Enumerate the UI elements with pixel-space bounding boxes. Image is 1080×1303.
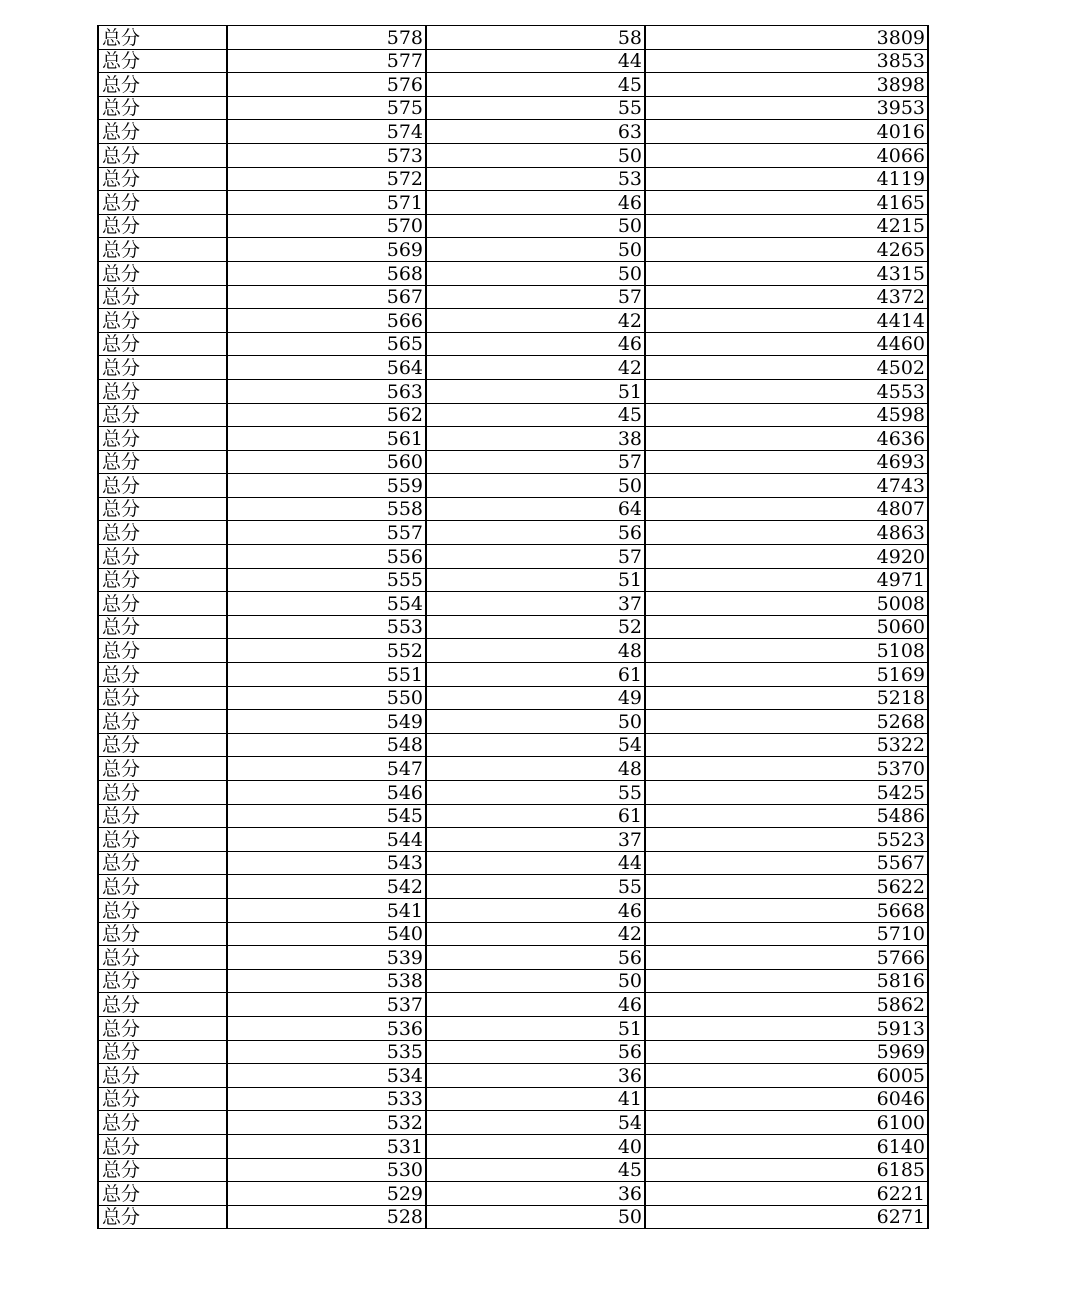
cumulative-count-cell: 4971 bbox=[645, 568, 928, 592]
score-cell: 573 bbox=[227, 143, 426, 167]
score-cell: 555 bbox=[227, 568, 426, 592]
count-cell: 50 bbox=[426, 474, 645, 498]
count-cell: 41 bbox=[426, 1087, 645, 1111]
table-row bbox=[98, 96, 928, 120]
table-row bbox=[98, 1182, 928, 1206]
count-cell: 50 bbox=[426, 238, 645, 262]
cumulative-count-cell: 3853 bbox=[645, 49, 928, 73]
score-cell: 568 bbox=[227, 261, 426, 285]
cumulative-count-cell: 5486 bbox=[645, 804, 928, 828]
table-row bbox=[98, 427, 928, 451]
label-cell: 总分 bbox=[98, 26, 227, 50]
cumulative-count-cell: 4502 bbox=[645, 356, 928, 380]
label-cell: 总分 bbox=[98, 781, 227, 805]
label-cell: 总分 bbox=[98, 309, 227, 333]
table-row bbox=[98, 497, 928, 521]
count-cell: 46 bbox=[426, 332, 645, 356]
cumulative-count-cell: 5766 bbox=[645, 946, 928, 970]
cumulative-count-cell: 5913 bbox=[645, 1016, 928, 1040]
count-cell: 46 bbox=[426, 898, 645, 922]
label-cell: 总分 bbox=[98, 993, 227, 1017]
count-cell: 48 bbox=[426, 639, 645, 663]
label-cell: 总分 bbox=[98, 474, 227, 498]
table-row bbox=[98, 592, 928, 616]
score-cell: 566 bbox=[227, 309, 426, 333]
cumulative-count-cell: 4693 bbox=[645, 450, 928, 474]
table-row bbox=[98, 261, 928, 285]
cumulative-count-cell: 4215 bbox=[645, 214, 928, 238]
count-cell: 45 bbox=[426, 73, 645, 97]
score-cell: 571 bbox=[227, 191, 426, 215]
table-row bbox=[98, 615, 928, 639]
cumulative-count-cell: 4119 bbox=[645, 167, 928, 191]
count-cell: 55 bbox=[426, 781, 645, 805]
count-cell: 44 bbox=[426, 49, 645, 73]
label-cell: 总分 bbox=[98, 592, 227, 616]
count-cell: 50 bbox=[426, 143, 645, 167]
cumulative-count-cell: 4372 bbox=[645, 285, 928, 309]
count-cell: 45 bbox=[426, 403, 645, 427]
count-cell: 54 bbox=[426, 1111, 645, 1135]
score-cell: 565 bbox=[227, 332, 426, 356]
score-cell: 557 bbox=[227, 521, 426, 545]
count-cell: 58 bbox=[426, 26, 645, 50]
label-cell: 总分 bbox=[98, 356, 227, 380]
cumulative-count-cell: 5816 bbox=[645, 969, 928, 993]
table-row bbox=[98, 167, 928, 191]
count-cell: 37 bbox=[426, 592, 645, 616]
score-cell: 551 bbox=[227, 663, 426, 687]
cumulative-count-cell: 5008 bbox=[645, 592, 928, 616]
label-cell: 总分 bbox=[98, 545, 227, 569]
score-cell: 537 bbox=[227, 993, 426, 1017]
count-cell: 42 bbox=[426, 309, 645, 333]
table-row bbox=[98, 804, 928, 828]
table-row bbox=[98, 757, 928, 781]
label-cell: 总分 bbox=[98, 663, 227, 687]
score-cell: 567 bbox=[227, 285, 426, 309]
score-cell: 553 bbox=[227, 615, 426, 639]
cumulative-count-cell: 4863 bbox=[645, 521, 928, 545]
count-cell: 61 bbox=[426, 663, 645, 687]
score-cell: 532 bbox=[227, 1111, 426, 1135]
label-cell: 总分 bbox=[98, 969, 227, 993]
cumulative-count-cell: 6271 bbox=[645, 1205, 928, 1229]
cumulative-count-cell: 4920 bbox=[645, 545, 928, 569]
table-row bbox=[98, 993, 928, 1017]
count-cell: 40 bbox=[426, 1134, 645, 1158]
score-cell: 556 bbox=[227, 545, 426, 569]
cumulative-count-cell: 5218 bbox=[645, 686, 928, 710]
label-cell: 总分 bbox=[98, 639, 227, 663]
count-cell: 52 bbox=[426, 615, 645, 639]
table-row bbox=[98, 733, 928, 757]
cumulative-count-cell: 6221 bbox=[645, 1182, 928, 1206]
cumulative-count-cell: 5425 bbox=[645, 781, 928, 805]
score-cell: 545 bbox=[227, 804, 426, 828]
label-cell: 总分 bbox=[98, 851, 227, 875]
label-cell: 总分 bbox=[98, 497, 227, 521]
count-cell: 46 bbox=[426, 993, 645, 1017]
label-cell: 总分 bbox=[98, 733, 227, 757]
score-cell: 577 bbox=[227, 49, 426, 73]
label-cell: 总分 bbox=[98, 757, 227, 781]
count-cell: 56 bbox=[426, 521, 645, 545]
table-row bbox=[98, 521, 928, 545]
count-cell: 36 bbox=[426, 1182, 645, 1206]
label-cell: 总分 bbox=[98, 946, 227, 970]
table-row bbox=[98, 120, 928, 144]
cumulative-count-cell: 4553 bbox=[645, 379, 928, 403]
score-cell: 550 bbox=[227, 686, 426, 710]
count-cell: 51 bbox=[426, 568, 645, 592]
count-cell: 51 bbox=[426, 1016, 645, 1040]
count-cell: 56 bbox=[426, 1040, 645, 1064]
cumulative-count-cell: 4807 bbox=[645, 497, 928, 521]
cumulative-count-cell: 5108 bbox=[645, 639, 928, 663]
label-cell: 总分 bbox=[98, 615, 227, 639]
score-cell: 535 bbox=[227, 1040, 426, 1064]
count-cell: 37 bbox=[426, 828, 645, 852]
count-cell: 56 bbox=[426, 946, 645, 970]
count-cell: 63 bbox=[426, 120, 645, 144]
cumulative-count-cell: 5060 bbox=[645, 615, 928, 639]
cumulative-count-cell: 3809 bbox=[645, 26, 928, 50]
count-cell: 57 bbox=[426, 450, 645, 474]
score-cell: 572 bbox=[227, 167, 426, 191]
table-row bbox=[98, 73, 928, 97]
table-row bbox=[98, 639, 928, 663]
count-cell: 48 bbox=[426, 757, 645, 781]
label-cell: 总分 bbox=[98, 379, 227, 403]
table-row bbox=[98, 1040, 928, 1064]
label-cell: 总分 bbox=[98, 450, 227, 474]
cumulative-count-cell: 4066 bbox=[645, 143, 928, 167]
count-cell: 50 bbox=[426, 214, 645, 238]
cumulative-count-cell: 4016 bbox=[645, 120, 928, 144]
score-cell: 569 bbox=[227, 238, 426, 262]
score-cell: 576 bbox=[227, 73, 426, 97]
cumulative-count-cell: 6140 bbox=[645, 1134, 928, 1158]
score-cell: 548 bbox=[227, 733, 426, 757]
score-cell: 544 bbox=[227, 828, 426, 852]
count-cell: 46 bbox=[426, 191, 645, 215]
label-cell: 总分 bbox=[98, 214, 227, 238]
cumulative-count-cell: 4460 bbox=[645, 332, 928, 356]
label-cell: 总分 bbox=[98, 261, 227, 285]
label-cell: 总分 bbox=[98, 1182, 227, 1206]
table-row bbox=[98, 1064, 928, 1088]
table-row bbox=[98, 946, 928, 970]
label-cell: 总分 bbox=[98, 922, 227, 946]
score-cell: 542 bbox=[227, 875, 426, 899]
table-row bbox=[98, 568, 928, 592]
score-cell: 563 bbox=[227, 379, 426, 403]
count-cell: 49 bbox=[426, 686, 645, 710]
table-row bbox=[98, 1087, 928, 1111]
count-cell: 61 bbox=[426, 804, 645, 828]
score-cell: 560 bbox=[227, 450, 426, 474]
table-row bbox=[98, 332, 928, 356]
score-cell: 575 bbox=[227, 96, 426, 120]
label-cell: 总分 bbox=[98, 1134, 227, 1158]
label-cell: 总分 bbox=[98, 1040, 227, 1064]
score-cell: 530 bbox=[227, 1158, 426, 1182]
table-row bbox=[98, 875, 928, 899]
table-row bbox=[98, 969, 928, 993]
score-cell: 558 bbox=[227, 497, 426, 521]
score-cell: 539 bbox=[227, 946, 426, 970]
label-cell: 总分 bbox=[98, 191, 227, 215]
table-row bbox=[98, 26, 928, 50]
score-cell: 540 bbox=[227, 922, 426, 946]
cumulative-count-cell: 5322 bbox=[645, 733, 928, 757]
score-cell: 543 bbox=[227, 851, 426, 875]
table-row bbox=[98, 379, 928, 403]
score-cell: 564 bbox=[227, 356, 426, 380]
label-cell: 总分 bbox=[98, 521, 227, 545]
cumulative-count-cell: 3953 bbox=[645, 96, 928, 120]
cumulative-count-cell: 5268 bbox=[645, 710, 928, 734]
label-cell: 总分 bbox=[98, 1205, 227, 1229]
table-row bbox=[98, 49, 928, 73]
count-cell: 64 bbox=[426, 497, 645, 521]
label-cell: 总分 bbox=[98, 1016, 227, 1040]
label-cell: 总分 bbox=[98, 49, 227, 73]
label-cell: 总分 bbox=[98, 238, 227, 262]
table-row bbox=[98, 238, 928, 262]
score-cell: 529 bbox=[227, 1182, 426, 1206]
table-row bbox=[98, 781, 928, 805]
cumulative-count-cell: 5567 bbox=[645, 851, 928, 875]
label-cell: 总分 bbox=[98, 804, 227, 828]
cumulative-count-cell: 6005 bbox=[645, 1064, 928, 1088]
count-cell: 38 bbox=[426, 427, 645, 451]
cumulative-count-cell: 3898 bbox=[645, 73, 928, 97]
score-distribution-table bbox=[97, 25, 929, 1229]
cumulative-count-cell: 4636 bbox=[645, 427, 928, 451]
label-cell: 总分 bbox=[98, 1087, 227, 1111]
score-cell: 531 bbox=[227, 1134, 426, 1158]
count-cell: 45 bbox=[426, 1158, 645, 1182]
cumulative-count-cell: 4165 bbox=[645, 191, 928, 215]
table-row bbox=[98, 710, 928, 734]
cumulative-count-cell: 5862 bbox=[645, 993, 928, 1017]
cumulative-count-cell: 4414 bbox=[645, 309, 928, 333]
count-cell: 50 bbox=[426, 261, 645, 285]
table-row bbox=[98, 922, 928, 946]
count-cell: 50 bbox=[426, 710, 645, 734]
count-cell: 57 bbox=[426, 545, 645, 569]
count-cell: 44 bbox=[426, 851, 645, 875]
label-cell: 总分 bbox=[98, 710, 227, 734]
table-row bbox=[98, 545, 928, 569]
label-cell: 总分 bbox=[98, 73, 227, 97]
table-row bbox=[98, 1111, 928, 1135]
count-cell: 36 bbox=[426, 1064, 645, 1088]
cumulative-count-cell: 5370 bbox=[645, 757, 928, 781]
score-cell: 552 bbox=[227, 639, 426, 663]
score-cell: 534 bbox=[227, 1064, 426, 1088]
table-row bbox=[98, 1205, 928, 1229]
cumulative-count-cell: 5523 bbox=[645, 828, 928, 852]
score-cell: 536 bbox=[227, 1016, 426, 1040]
count-cell: 42 bbox=[426, 356, 645, 380]
score-cell: 533 bbox=[227, 1087, 426, 1111]
table-row bbox=[98, 1134, 928, 1158]
cumulative-count-cell: 5668 bbox=[645, 898, 928, 922]
table-row bbox=[98, 1158, 928, 1182]
cumulative-count-cell: 6046 bbox=[645, 1087, 928, 1111]
count-cell: 51 bbox=[426, 379, 645, 403]
score-cell: 547 bbox=[227, 757, 426, 781]
cumulative-count-cell: 5710 bbox=[645, 922, 928, 946]
count-cell: 55 bbox=[426, 96, 645, 120]
label-cell: 总分 bbox=[98, 332, 227, 356]
score-cell: 541 bbox=[227, 898, 426, 922]
score-cell: 559 bbox=[227, 474, 426, 498]
table-row bbox=[98, 191, 928, 215]
count-cell: 50 bbox=[426, 1205, 645, 1229]
table-row bbox=[98, 309, 928, 333]
table-row bbox=[98, 898, 928, 922]
label-cell: 总分 bbox=[98, 403, 227, 427]
score-cell: 574 bbox=[227, 120, 426, 144]
label-cell: 总分 bbox=[98, 875, 227, 899]
score-cell: 578 bbox=[227, 26, 426, 50]
count-cell: 50 bbox=[426, 969, 645, 993]
cumulative-count-cell: 4315 bbox=[645, 261, 928, 285]
label-cell: 总分 bbox=[98, 427, 227, 451]
table-row bbox=[98, 356, 928, 380]
label-cell: 总分 bbox=[98, 1158, 227, 1182]
cumulative-count-cell: 5969 bbox=[645, 1040, 928, 1064]
label-cell: 总分 bbox=[98, 568, 227, 592]
score-cell: 549 bbox=[227, 710, 426, 734]
label-cell: 总分 bbox=[98, 167, 227, 191]
table-row bbox=[98, 214, 928, 238]
score-cell: 570 bbox=[227, 214, 426, 238]
table-row bbox=[98, 450, 928, 474]
cumulative-count-cell: 6185 bbox=[645, 1158, 928, 1182]
score-cell: 538 bbox=[227, 969, 426, 993]
count-cell: 55 bbox=[426, 875, 645, 899]
score-cell: 561 bbox=[227, 427, 426, 451]
table-row bbox=[98, 143, 928, 167]
table-row bbox=[98, 828, 928, 852]
table-row bbox=[98, 403, 928, 427]
cumulative-count-cell: 5169 bbox=[645, 663, 928, 687]
label-cell: 总分 bbox=[98, 1111, 227, 1135]
score-cell: 546 bbox=[227, 781, 426, 805]
table-row bbox=[98, 285, 928, 309]
count-cell: 53 bbox=[426, 167, 645, 191]
cumulative-count-cell: 6100 bbox=[645, 1111, 928, 1135]
count-cell: 54 bbox=[426, 733, 645, 757]
table-row bbox=[98, 851, 928, 875]
label-cell: 总分 bbox=[98, 120, 227, 144]
score-cell: 562 bbox=[227, 403, 426, 427]
table-body bbox=[98, 26, 928, 1229]
cumulative-count-cell: 4743 bbox=[645, 474, 928, 498]
table-row bbox=[98, 1016, 928, 1040]
label-cell: 总分 bbox=[98, 1064, 227, 1088]
label-cell: 总分 bbox=[98, 828, 227, 852]
label-cell: 总分 bbox=[98, 686, 227, 710]
count-cell: 57 bbox=[426, 285, 645, 309]
cumulative-count-cell: 4265 bbox=[645, 238, 928, 262]
label-cell: 总分 bbox=[98, 898, 227, 922]
table-row bbox=[98, 686, 928, 710]
cumulative-count-cell: 5622 bbox=[645, 875, 928, 899]
score-cell: 554 bbox=[227, 592, 426, 616]
score-cell: 528 bbox=[227, 1205, 426, 1229]
cumulative-count-cell: 4598 bbox=[645, 403, 928, 427]
label-cell: 总分 bbox=[98, 285, 227, 309]
label-cell: 总分 bbox=[98, 143, 227, 167]
label-cell: 总分 bbox=[98, 96, 227, 120]
table-row bbox=[98, 474, 928, 498]
table-row bbox=[98, 663, 928, 687]
count-cell: 42 bbox=[426, 922, 645, 946]
